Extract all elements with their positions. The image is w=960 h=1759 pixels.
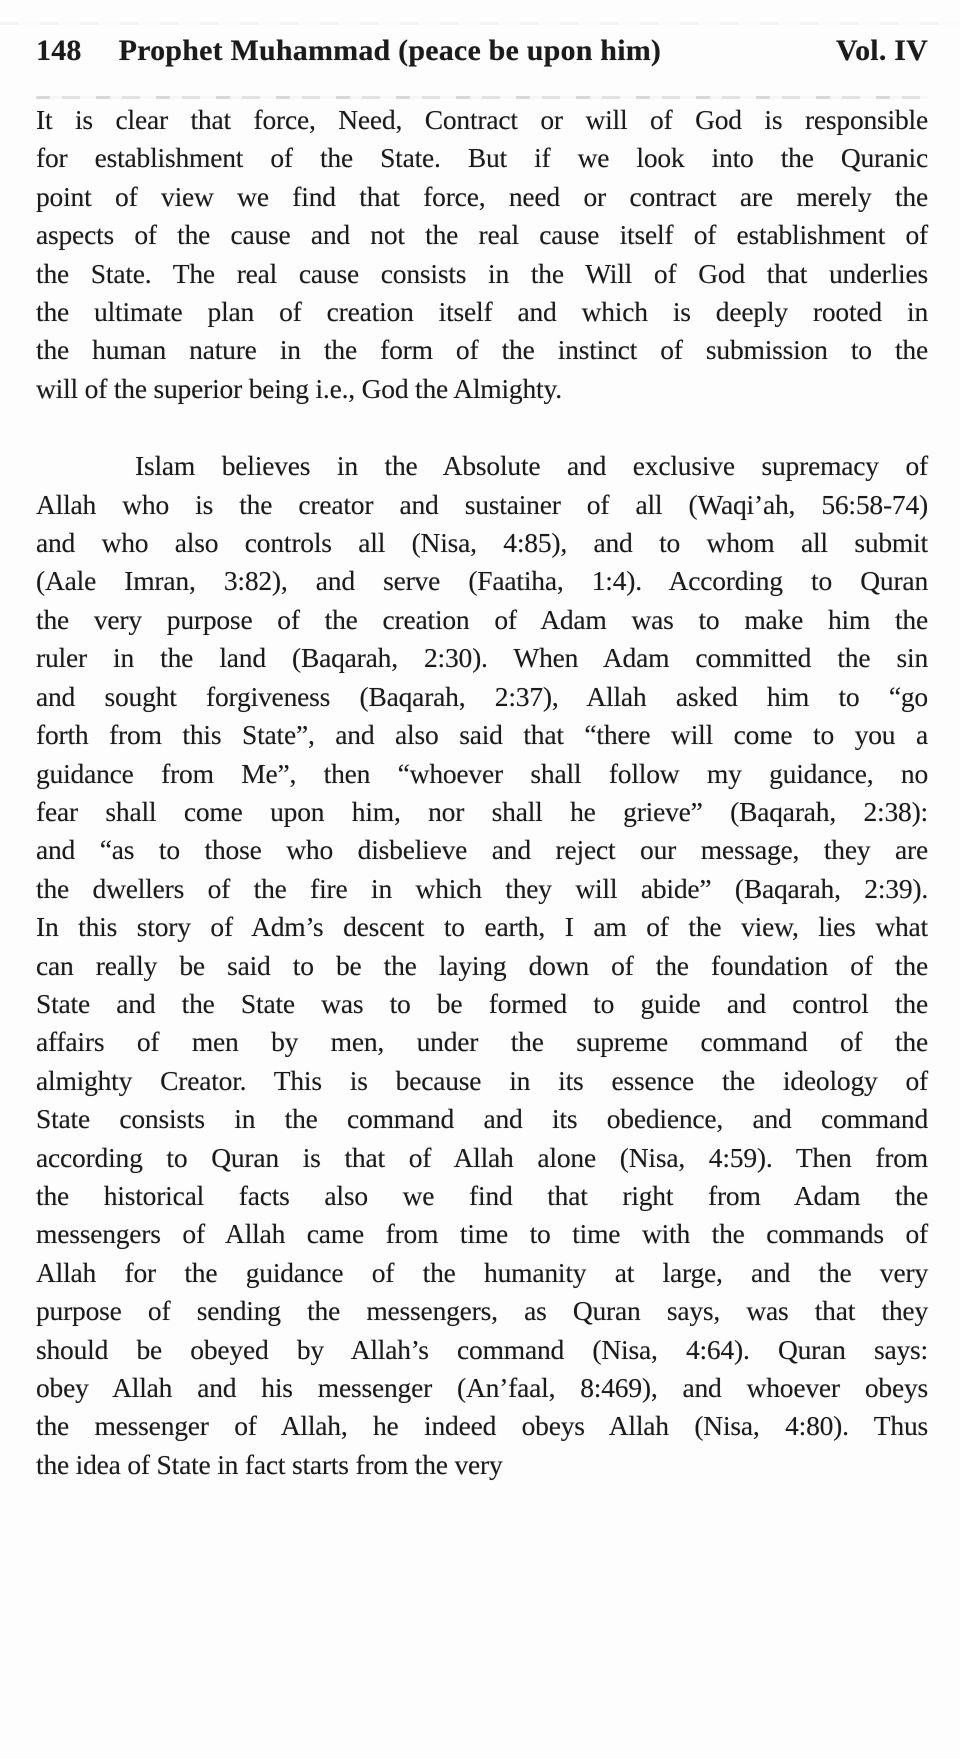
text-line: State and the State was to be formed to guide and control the bbox=[36, 987, 928, 1019]
text-line: the State. The real cause consists in the Will of God that underlies bbox=[36, 257, 928, 289]
page-body-text bbox=[36, 101, 928, 1484]
paragraph bbox=[36, 447, 928, 1484]
text-line: and who also controls all (Nisa, 4:85), and to whom all submit bbox=[36, 527, 928, 559]
text-line: the dwellers of the fire in which they will abide” (Baqarah, 2:39). bbox=[36, 872, 928, 904]
text-line: guidance from Me”, then “whoever shall follow my guidance, no bbox=[36, 757, 928, 789]
text-line: should be obeyed by Allah’s command (Nisa, 4:64). Quran says: bbox=[36, 1333, 928, 1365]
text-line: In this story of Adm’s descent to earth, I am of the view, lies what bbox=[36, 911, 928, 943]
text-line: point of view we find that force, need or contract are merely the bbox=[36, 180, 928, 212]
page-header bbox=[36, 34, 928, 68]
text-line: can really be said to be the laying down of the foundation of the bbox=[36, 949, 928, 981]
text-line: Allah for the guidance of the humanity at large, and the very bbox=[36, 1256, 928, 1288]
text-line: Islam believes in the Absolute and exclusive supremacy of bbox=[135, 450, 928, 482]
text-line: for establishment of the State. But if we look into the Quranic bbox=[36, 142, 928, 174]
volume-label: Vol. IV bbox=[836, 34, 928, 67]
running-title: Prophet Muhammad (peace be upon him) bbox=[118, 34, 662, 67]
text-line: aspects of the cause and not the real cause itself of establishment of bbox=[36, 219, 928, 251]
text-line: the human nature in the form of the instinct of submission to the bbox=[36, 334, 928, 366]
text-line: and “as to those who disbelieve and reject our message, they are bbox=[36, 834, 928, 866]
text-line: will of the superior being i.e., God the Almighty. bbox=[36, 372, 562, 404]
text-line: the ultimate plan of creation itself and which is deeply rooted in bbox=[36, 296, 928, 328]
text-line: It is clear that force, Need, Contract or will of God is responsible bbox=[36, 104, 928, 135]
text-line: obey Allah and his messenger (An’faal, 8:469), and whoever obeys bbox=[36, 1372, 928, 1403]
header-divider bbox=[36, 96, 928, 99]
text-line: the messenger of Allah, he indeed obeys Allah (Nisa, 4:80). Thus bbox=[36, 1410, 928, 1442]
text-line: purpose of sending the messengers, as Quran says, was that they bbox=[36, 1295, 928, 1327]
text-line: according to Quran is that of Allah alone (Nisa, 4:59). Then from bbox=[36, 1141, 928, 1173]
text-line: ruler in the land (Baqarah, 2:30). When Adam committed the sin bbox=[36, 642, 928, 674]
text-line: and sought forgiveness (Baqarah, 2:37), Allah asked him to “go bbox=[36, 680, 928, 712]
text-line: (Aale Imran, 3:82), and serve (Faatiha, 1:4). According to Quran bbox=[36, 565, 928, 597]
text-line: affairs of men by men, under the supreme command of the bbox=[36, 1026, 928, 1058]
text-line: Allah who is the creator and sustainer of all (Waqi’ah, 56:58-74) bbox=[36, 488, 928, 520]
text-line: the very purpose of the creation of Adam was to make him the bbox=[36, 603, 928, 635]
text-line: State consists in the command and its obedience, and command bbox=[36, 1103, 928, 1135]
text-line: fear shall come upon him, nor shall he grieve” (Baqarah, 2:38): bbox=[36, 795, 928, 827]
paragraph bbox=[36, 101, 928, 408]
text-line: the historical facts also we find that right from Adam the bbox=[36, 1179, 928, 1211]
text-line: forth from this State”, and also said that “there will come to you a bbox=[36, 719, 928, 751]
text-line: the idea of State in fact starts from the very bbox=[36, 1448, 503, 1480]
page-number: 148 bbox=[36, 34, 82, 67]
text-line: messengers of Allah came from time to time with the commands of bbox=[36, 1218, 928, 1250]
text-line: almighty Creator. This is because in its essence the ideology of bbox=[36, 1064, 928, 1096]
